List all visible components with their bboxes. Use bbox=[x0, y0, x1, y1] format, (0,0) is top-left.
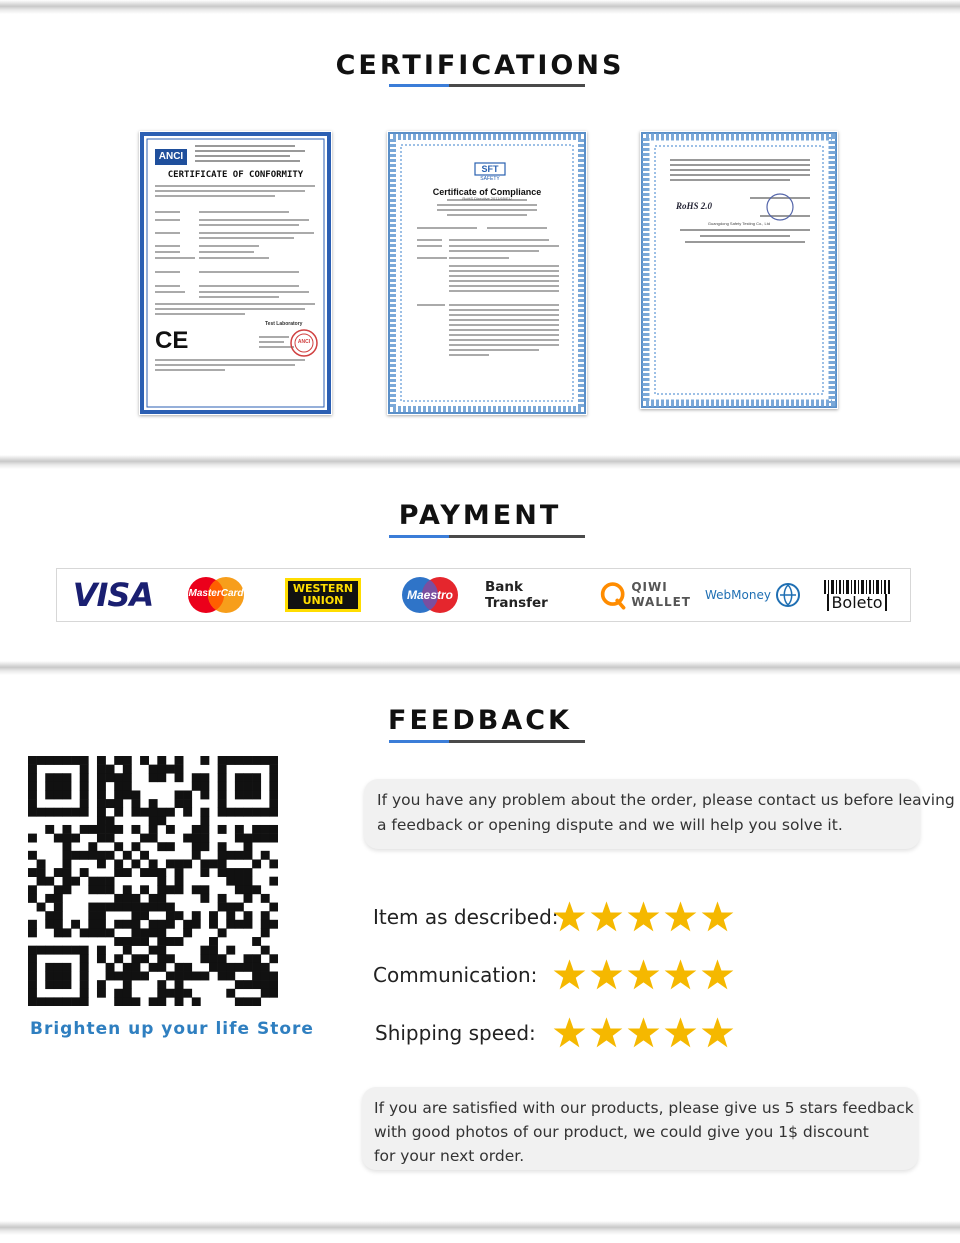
contact-notice bbox=[364, 779, 955, 849]
divider-certifications-payment bbox=[0, 455, 960, 469]
anci-logo: ANCI bbox=[158, 151, 184, 162]
sft-certificate-heading: Certificate of Compliance bbox=[432, 187, 542, 197]
star-icon bbox=[627, 958, 660, 991]
barcode-icon bbox=[824, 580, 890, 594]
star-icon bbox=[590, 900, 623, 933]
star-icon bbox=[701, 1016, 734, 1049]
star-icon bbox=[664, 1016, 697, 1049]
star-icon bbox=[701, 900, 734, 933]
rating-label-communication: Communication: bbox=[373, 963, 538, 987]
payment-title-underline bbox=[389, 535, 585, 538]
star-icon bbox=[590, 1016, 623, 1049]
star-icon bbox=[553, 1016, 586, 1049]
qiwi-icon bbox=[599, 579, 626, 611]
top-divider bbox=[0, 0, 960, 14]
five-star-notice-line-1: If you are satisfied with our products, please give us 5 stars feedback bbox=[374, 1099, 914, 1117]
sft-directive: RoHS Directive 2011/65/EU bbox=[462, 196, 512, 201]
feedback-title: FEEDBACK bbox=[388, 705, 572, 736]
ce-mark: CE bbox=[155, 327, 189, 354]
rating-stars-shipping-speed bbox=[553, 1016, 734, 1049]
certifications-title-underline bbox=[389, 84, 585, 87]
rating-stars-communication bbox=[553, 958, 734, 991]
western-union-logo: WESTERN UNION bbox=[285, 569, 361, 621]
webmoney-globe-icon bbox=[775, 582, 801, 608]
store-qr-code[interactable] bbox=[28, 756, 278, 1006]
star-icon bbox=[664, 958, 697, 991]
anci-certificate-heading: CERTIFICATE OF CONFORMITY bbox=[167, 170, 304, 180]
star-icon bbox=[553, 900, 586, 933]
five-star-notice bbox=[362, 1087, 918, 1170]
contact-notice-line-1: If you have any problem about the order, please contact us before leaving bbox=[377, 791, 955, 809]
star-icon bbox=[553, 958, 586, 991]
certificate-rohs bbox=[640, 131, 838, 409]
anci-test-lab: Test Laboratory bbox=[265, 321, 303, 327]
webmoney-logo: WebMoney bbox=[703, 569, 803, 621]
divider-payment-feedback bbox=[0, 661, 960, 675]
sft-logo-sub: SAFETY bbox=[480, 176, 500, 182]
bottom-divider bbox=[0, 1221, 960, 1235]
anci-seal-text: ANCI bbox=[297, 339, 311, 345]
boleto-logo: Boleto bbox=[817, 569, 897, 621]
feedback-title-underline bbox=[389, 740, 585, 743]
star-icon bbox=[627, 900, 660, 933]
certifications-title: CERTIFICATIONS bbox=[335, 50, 625, 81]
payment-methods-strip bbox=[56, 568, 911, 622]
certificate-sft bbox=[387, 131, 587, 415]
contact-notice-line-2: a feedback or opening dispute and we will help you solve it. bbox=[377, 816, 843, 834]
rating-label-item-as-described: Item as described: bbox=[373, 905, 559, 929]
bank-transfer-logo: Bank Transfer bbox=[485, 579, 548, 611]
star-icon bbox=[590, 958, 623, 991]
maestro-logo: Maestro bbox=[397, 569, 463, 621]
rating-label-shipping-speed: Shipping speed: bbox=[375, 1021, 536, 1045]
certificate-anci bbox=[139, 131, 332, 415]
store-name: Brighten up your life Store bbox=[30, 1019, 314, 1039]
five-star-notice-line-2: with good photos of our product, we could give you 1$ discount bbox=[374, 1123, 869, 1141]
five-star-notice-line-3: for your next order. bbox=[374, 1147, 525, 1165]
star-icon bbox=[664, 900, 697, 933]
star-icon bbox=[701, 958, 734, 991]
mastercard-logo: MasterCard bbox=[181, 569, 251, 621]
star-icon bbox=[627, 1016, 660, 1049]
rohs-heading: RoHS 2.0 bbox=[676, 201, 713, 211]
rating-stars-item-as-described bbox=[553, 900, 734, 933]
qiwi-wallet-logo: QIWI WALLET bbox=[599, 569, 691, 621]
payment-title: PAYMENT bbox=[398, 500, 562, 531]
sft-logo: SFT bbox=[481, 164, 499, 174]
visa-logo: VISA bbox=[72, 576, 154, 614]
rohs-company: Guangdong Safety Testing Co., Ltd bbox=[707, 221, 771, 226]
